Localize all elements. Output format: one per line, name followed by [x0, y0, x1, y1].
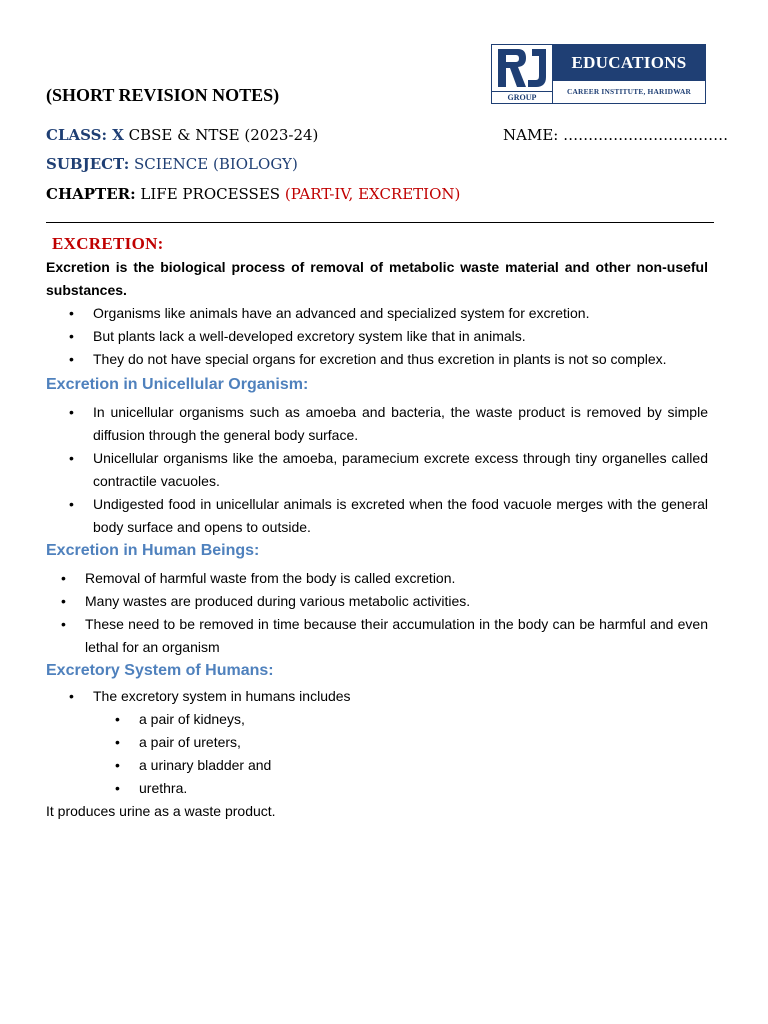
list-item: • In unicellular organisms such as amoeba and bacteria, the waste product is removed by simple diffusion through the general body surface.	[46, 401, 708, 447]
page-title: (SHORT REVISION NOTES)	[46, 85, 280, 105]
list-item: • Undigested food in unicellular animals is excreted when the food vacuole merges with the general body surface and opens to outside.	[46, 493, 708, 539]
human-heading: Excretion in Human Beings:	[46, 542, 260, 559]
name-line	[503, 126, 728, 144]
list-item: • But plants lack a well-developed excretory system like that in animals.	[46, 325, 708, 348]
section-title: EXCRETION:	[52, 234, 164, 253]
list-item: • a urinary bladder and	[46, 754, 708, 777]
name-blank: ……………………………	[563, 126, 729, 144]
rj-monogram-icon	[492, 45, 552, 91]
excretory-system-heading: Excretory System of Humans:	[46, 662, 274, 679]
institute-logo	[491, 44, 706, 104]
system-list	[46, 685, 708, 708]
human-list	[46, 567, 708, 659]
name-label: NAME:	[503, 126, 559, 144]
list-item: • The excretory system in humans includes	[46, 685, 708, 708]
closing-text: It produces urine as a waste product.	[46, 803, 276, 819]
list-item: • Unicellular organisms like the amoeba, paramecium excrete excess through tiny organelles called contractile vacuoles.	[46, 447, 708, 493]
organ-list	[46, 708, 708, 800]
unicellular-list	[46, 401, 708, 539]
chapter-line	[46, 185, 460, 203]
chapter-value: LIFE PROCESSES	[140, 185, 281, 203]
class-line	[46, 126, 318, 144]
intro-list	[46, 302, 708, 371]
subject-value: SCIENCE (BIOLOGY)	[134, 155, 298, 173]
list-item: • They do not have special organs for excretion and thus excretion in plants is not so complex.	[46, 348, 708, 371]
list-item: • a pair of kidneys,	[46, 708, 708, 731]
logo-subtitle: CAREER INSTITUTE, HARIDWAR	[566, 87, 692, 96]
class-value: CBSE & NTSE (2023-24)	[128, 126, 319, 144]
list-item: • urethra.	[46, 777, 708, 800]
unicellular-heading: Excretion in Unicellular Organism:	[46, 376, 309, 393]
header-divider	[46, 222, 714, 223]
list-item: • These need to be removed in time because their accumulation in the body can be harmful and even lethal for an organism	[46, 613, 708, 659]
class-label: CLASS: X	[46, 126, 124, 144]
intro-definition: Excretion is the biological process of removal of metabolic waste material and other non-useful substances.	[46, 259, 708, 298]
list-item: • Organisms like animals have an advanced and specialized system for excretion.	[46, 302, 708, 325]
chapter-part: (PART-IV, EXCRETION)	[284, 185, 461, 203]
subject-line	[46, 155, 298, 173]
subject-label: SUBJECT:	[46, 155, 130, 173]
chapter-label: CHAPTER:	[46, 185, 136, 203]
logo-educations-text: EDUCATIONS	[553, 45, 705, 81]
logo-group-label: GROUP	[492, 91, 552, 103]
rj-logo-mark	[492, 45, 553, 103]
list-item: • a pair of ureters,	[46, 731, 708, 754]
list-item: • Many wastes are produced during various metabolic activities.	[46, 590, 708, 613]
notes-content	[46, 232, 708, 823]
list-item: • Removal of harmful waste from the body is called excretion.	[46, 567, 708, 590]
